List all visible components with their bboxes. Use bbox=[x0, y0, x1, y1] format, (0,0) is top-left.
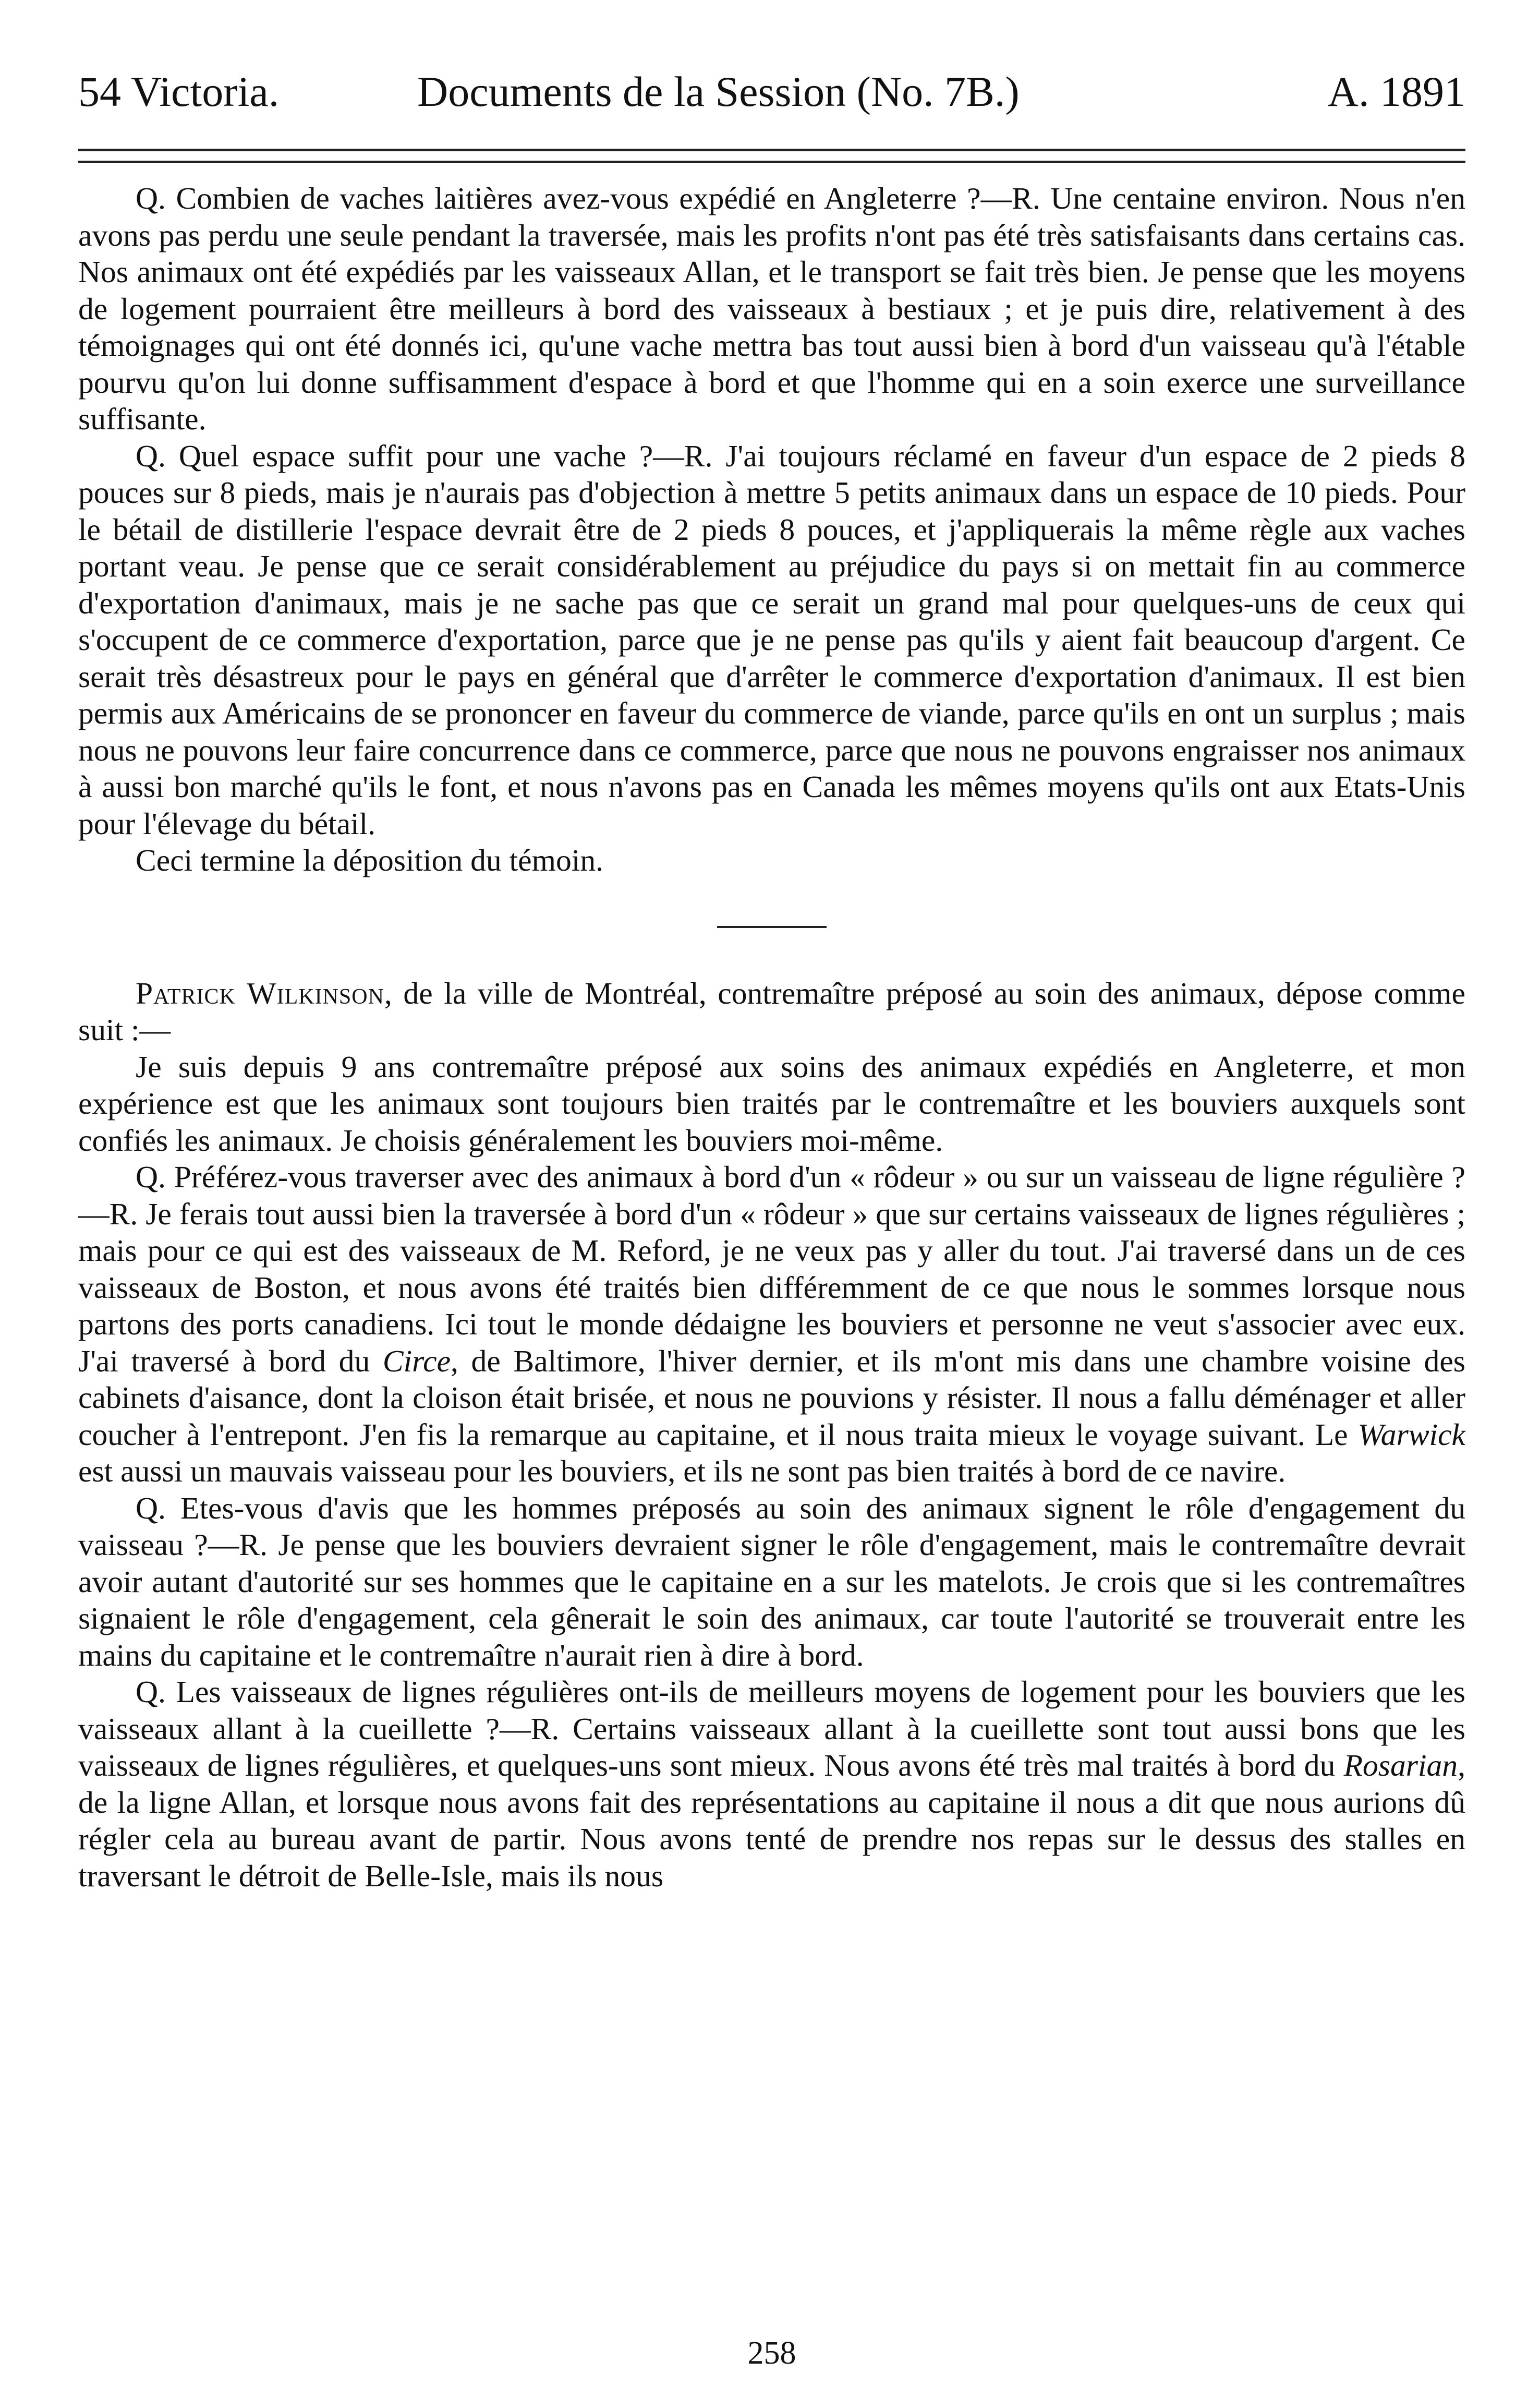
page-number: 258 bbox=[747, 2335, 796, 2371]
paragraph-q-dairy-cows: Q. Combien de vaches laitières avez-vous expédié en Angleterre ?—R. Une centaine environ. Nous n'en avons pas perdu une seule pendant la traversée, mais les profits n'ont pas été très satisfaisants dans certains cas. Nos animaux ont été expédiés par les vaisseaux Allan, et le transport se fait très bien. Je pense que les moyens de logement pourraient être meilleurs à bord des vaisseaux à bestiaux ; et je puis dire, relativement à des témoignages qui ont été donnés ici, qu'une vache mettra bas tout aussi bien à bord d'un vaisseau qu'à l'étable pourvu qu'on lui donne suffisamment d'espace à bord et que l'homme qui en a soin exerce une surveillance suffisante. bbox=[78, 181, 1465, 436]
document-page bbox=[78, 42, 1465, 2371]
paragraph-witness-intro bbox=[78, 975, 1465, 1049]
ship-name-circe: Circe bbox=[382, 1343, 451, 1378]
header-year: A. 1891 bbox=[1327, 68, 1465, 115]
page-header bbox=[78, 42, 1465, 130]
header-volume: 54 Victoria. bbox=[78, 68, 280, 115]
q-rodeur-text-a: Q. Préférez-vous traverser avec des animaux à bord d'un « rôdeur » ou sur un vaisseau de ligne régulière ?—R. Je ferais tout aussi bien la traversée à bord d'un « rôdeur » que sur certains vaisseaux de lignes régulières ; mais pour ce qui est des vaisseaux de M. Reford, je ne veux pas y aller du tout. J'ai traversé dans un de ces vaisseaux de Boston, et nous avons été traités bien différemment de ce que nous le sommes lorsque nous partons des ports canadiens. Ici tout le monde dédaigne les bouviers et personne ne veut s'associer avec eux. J'ai traversé à bord du bbox=[78, 1160, 1465, 1378]
paragraph-experience: Je suis depuis 9 ans contremaître préposé aux soins des animaux expédiés en Angleterre, et mon expérience est que les animaux sont toujours bien traités par le contremaître et les bouviers auxquels sont confiés les animaux. Je choisis généralement les bouviers moi-même. bbox=[78, 1049, 1465, 1158]
section-separator bbox=[717, 926, 827, 928]
ship-name-rosarian: Rosarian bbox=[1343, 1748, 1458, 1782]
witness-name: Patrick Wilkinson bbox=[136, 975, 384, 1010]
ship-name-warwick: Warwick bbox=[1357, 1417, 1465, 1452]
paragraph-q-space-per-cow: Q. Quel espace suffit pour une vache ?—R. J'ai toujours réclamé en faveur d'un espace de 2 pieds 8 pouces sur 8 pieds, mais je n'aurais pas d'objection à mettre 5 petits animaux dans un espace de 10 pieds. Pour le bétail de distillerie l'espace devrait être de 2 pieds 8 pouces, et j'appliquerais la même règle aux vaches portant veau. Je pense que ce serait considérablement au préjudice du pays si on mettait fin au commerce d'exportation d'animaux, mais je ne sache pas que ce serait un grand mal pour quelques-uns de ceux qui s'occupent de ce commerce d'exportation, parce que je ne pense pas qu'ils y aient fait beaucoup d'argent. Ce serait très désastreux pour le pays en général que d'arrêter le commerce d'exportation d'animaux. Il est bien permis aux Américains de se prononcer en faveur du commerce de viande, parce qu'ils en ont un surplus ; mais nous ne pouvons leur faire concurrence dans ce commerce, parce que nous ne pouvons engraisser nos animaux à aussi bon marché qu'ils le font, et nous n'avons pas en Canada les mêmes moyens qu'ils ont aux Etats-Unis pour l'élevage du bétail. bbox=[78, 438, 1465, 841]
header-double-rule bbox=[78, 149, 1465, 163]
header-title: Documents de la Session (No. 7B.) bbox=[417, 68, 1020, 115]
body-text bbox=[78, 180, 1465, 1894]
paragraph-deposition-end: Ceci termine la déposition du témoin. bbox=[136, 843, 604, 877]
q-rodeur-text-c: est aussi un mauvais vaisseau pour les bouviers, et ils ne sont pas bien traités à bord de ce navire. bbox=[78, 1454, 1286, 1488]
q-rodeur-text-b: , de Baltimore, l'hiver dernier, et ils m'ont mis dans une chambre voisine des cabinets d'aisance, dont la cloison était brisée, et nous ne pouvions y résister. Il nous a fallu déménager et aller coucher à l'entrepont. J'en fis la remarque au capitaine, et il nous traita mieux le voyage suivant. Le bbox=[78, 1343, 1465, 1452]
q-lines-text-a: Q. Les vaisseaux de lignes régulières ont-ils de meilleurs moyens de logement pour les bouviers que les vaisseaux allant à la cueillette ?—R. Certains vaisseaux allant à la cueillette sont tout aussi bons que les vaisseaux de lignes régulières, et quelques-uns sont mieux. Nous avons été très mal traités à bord du bbox=[78, 1675, 1465, 1782]
witness-intro-text: , de la ville de Montréal, contremaître préposé au soin des animaux, dépose comme suit :— bbox=[78, 975, 1465, 1047]
paragraph-q-rodeur bbox=[78, 1159, 1465, 1490]
paragraph-q-regular-lines bbox=[78, 1673, 1465, 1894]
q-lines-text-b: , de la ligne Allan, et lorsque nous avons fait des représentations au capitaine il nous a dit que nous aurions dû régler cela au bureau avant de partir. Nous avons tenté de prendre nos repas sur le dessus des stalles en traversant le détroit de Belle-Isle, mais ils nous bbox=[78, 1748, 1465, 1893]
paragraph-q-engagement: Q. Etes-vous d'avis que les hommes préposés au soin des animaux signent le rôle d'engagement du vaisseau ?—R. Je pense que les bouviers devraient signer le rôle d'engagement, mais le contremaître devrait avoir autant d'autorité sur ses hommes que le capitaine en a sur les matelots. Je crois que si les contremaîtres signaient le rôle d'engagement, cela gênerait le soin des animaux, car toute l'autorité se trouverait entre les mains du capitaine et le contremaître n'aurait rien à dire à bord. bbox=[78, 1490, 1465, 1672]
